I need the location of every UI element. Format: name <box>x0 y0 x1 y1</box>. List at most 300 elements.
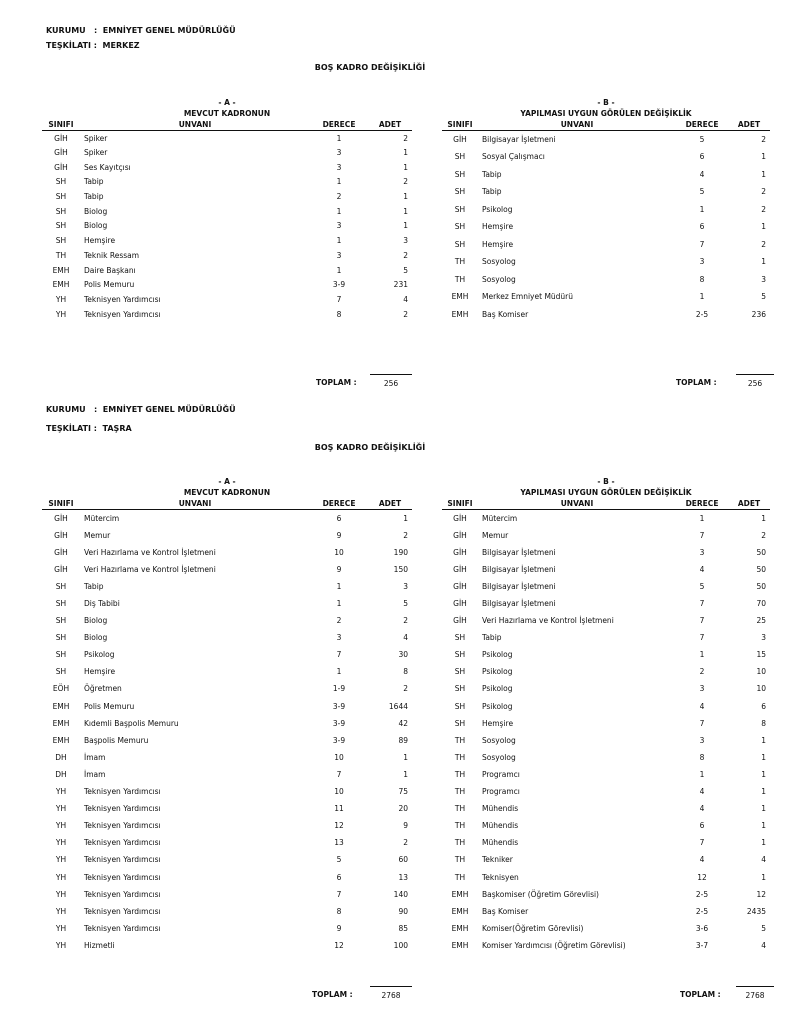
cell-sinifi: EMH <box>451 889 469 899</box>
cell-adet: 15 <box>756 650 766 660</box>
table-row <box>42 680 412 697</box>
table-row <box>442 868 770 885</box>
cell-adet: 5 <box>403 265 408 275</box>
cell-unvani: Teknik Ressam <box>84 250 140 260</box>
cell-sinifi: SH <box>454 633 466 643</box>
cell-adet: 70 <box>756 599 766 609</box>
cell-derece: 8 <box>699 274 705 284</box>
cell-derece: 11 <box>334 804 344 814</box>
cell-derece: 6 <box>336 872 342 882</box>
cell-adet: 12 <box>756 889 766 899</box>
table-row <box>42 544 412 561</box>
table-row <box>442 937 770 954</box>
cell-unvani: Teknisyen Yardımcısı <box>84 838 161 848</box>
cell-sinifi: GİH <box>54 513 68 523</box>
table-row <box>42 783 412 800</box>
cell-sinifi: YH <box>55 838 67 848</box>
cell-sinifi: YH <box>55 855 67 865</box>
col-sinifi: SINIFI <box>42 119 80 131</box>
table-row <box>42 868 412 885</box>
table-row <box>42 817 412 834</box>
cell-derece: 1 <box>336 265 342 275</box>
cell-adet: 85 <box>398 923 408 933</box>
cell-unvani: Programcı <box>482 787 520 797</box>
cell-adet: 2 <box>403 616 408 626</box>
col-sinifi: SINIFI <box>442 498 478 510</box>
table-row <box>442 236 770 254</box>
cell-derece: 3 <box>336 162 342 172</box>
cell-derece: 1 <box>336 206 342 216</box>
cell-sinifi: TH <box>454 752 466 762</box>
cell-adet: 4 <box>403 633 408 643</box>
kurum-line-tasra: KURUMU : EMNİYET GENEL MÜDÜRLÜĞÜ <box>46 405 236 414</box>
cell-unvani: Bilgisayar İşletmeni <box>482 547 556 557</box>
cell-unvani: Sosyolog <box>482 257 516 267</box>
cell-sinifi: TH <box>454 257 466 267</box>
table-row <box>42 937 412 954</box>
table-row <box>442 183 770 201</box>
cell-sinifi: SH <box>55 177 67 187</box>
cell-adet: 1 <box>761 735 766 745</box>
table-row <box>42 189 412 204</box>
cell-sinifi: YH <box>55 889 67 899</box>
table-row <box>42 175 412 190</box>
table-row <box>442 629 770 646</box>
cell-unvani: Teknisyen Yardımcısı <box>84 294 161 304</box>
cell-unvani: Teknisyen Yardımcısı <box>84 872 161 882</box>
cell-adet: 1 <box>761 787 766 797</box>
table-row <box>42 248 412 263</box>
cell-unvani: Teknisyen Yardımcısı <box>84 804 161 814</box>
cell-unvani: Spiker <box>84 133 108 143</box>
cell-sinifi: TH <box>454 735 466 745</box>
cell-unvani: Bilgisayar İşletmeni <box>482 581 556 591</box>
cell-derece: 3 <box>336 633 342 643</box>
cell-derece: 3-9 <box>332 735 346 745</box>
cell-unvani: Mütercim <box>482 513 518 523</box>
cell-unvani: Mühendis <box>482 804 519 814</box>
cell-derece: 4 <box>699 804 705 814</box>
cell-adet: 1644 <box>388 701 408 711</box>
cell-unvani: Hemşire <box>84 236 116 246</box>
cell-unvani: Biolog <box>84 633 108 643</box>
cell-derece: 6 <box>699 222 705 232</box>
cell-sinifi: YH <box>55 309 67 319</box>
cell-derece: 1 <box>336 177 342 187</box>
cell-derece: 5 <box>699 581 705 591</box>
cell-derece: 3-9 <box>332 280 346 290</box>
cell-unvani: Hemşire <box>482 222 514 232</box>
cell-derece: 1 <box>336 599 342 609</box>
table-row <box>442 166 770 184</box>
cell-sinifi: SH <box>454 169 466 179</box>
cell-unvani: Teknisyen Yardımcısı <box>84 309 161 319</box>
cell-derece: 6 <box>336 513 342 523</box>
cell-unvani: Komiser Yardımcısı (Öğretim Görevlisi) <box>482 940 626 950</box>
table-row <box>42 834 412 851</box>
cell-sinifi: SH <box>55 616 67 626</box>
cell-unvani: Daire Başkanı <box>84 265 136 275</box>
cell-derece: 2 <box>336 192 342 202</box>
cell-sinifi: GİH <box>453 513 467 523</box>
cell-unvani: Baş Komiser <box>482 906 529 916</box>
cell-derece: 1 <box>699 292 705 302</box>
cell-derece: 3 <box>336 221 342 231</box>
section-caption: MEVCUT KADRONUN <box>183 109 271 118</box>
teskilat-label: TEŞKİLATI <box>46 41 91 50</box>
table-row <box>442 817 770 834</box>
table-row <box>42 160 412 175</box>
cell-derece: 3 <box>699 684 705 694</box>
table-row <box>442 800 770 817</box>
section-letter: - B - <box>597 98 615 107</box>
table-row <box>442 288 770 306</box>
cell-adet: 1 <box>403 148 408 158</box>
cell-adet: 50 <box>756 547 766 557</box>
cell-derece: 7 <box>336 294 342 304</box>
table-row <box>42 732 412 749</box>
table-row <box>42 307 412 322</box>
cell-derece: 8 <box>336 906 342 916</box>
kurum-value: EMNİYET GENEL MÜDÜRLÜĞÜ <box>102 405 236 414</box>
kurum-label: KURUMU <box>46 26 86 35</box>
cell-sinifi: SH <box>454 667 466 677</box>
table-row <box>442 851 770 868</box>
cell-adet: 1 <box>761 821 766 831</box>
cell-sinifi: EMH <box>52 265 70 275</box>
table-row <box>442 749 770 766</box>
tasra-left-total-value: 2768 <box>370 986 412 1000</box>
cell-unvani: Teknisyen <box>482 872 519 882</box>
cell-adet: 5 <box>403 599 408 609</box>
cell-sinifi: SH <box>55 633 67 643</box>
cell-adet: 10 <box>756 684 766 694</box>
cell-adet: 2435 <box>746 906 766 916</box>
cell-unvani: Biolog <box>84 616 108 626</box>
table-row <box>42 629 412 646</box>
cell-unvani: Hemşire <box>482 239 514 249</box>
cell-adet: 150 <box>393 564 408 574</box>
table-row <box>42 886 412 903</box>
cell-sinifi: GİH <box>453 564 467 574</box>
table-row <box>442 663 770 680</box>
merkez-right-total-value: 256 <box>736 374 774 388</box>
tasra-right-total-value: 2768 <box>736 986 774 1000</box>
table-row <box>442 510 770 527</box>
cell-sinifi: DH <box>55 769 67 779</box>
table-row <box>442 271 770 289</box>
cell-adet: 231 <box>393 280 408 290</box>
cell-derece: 5 <box>336 855 342 865</box>
cell-unvani: İmam <box>84 769 106 779</box>
kurum-label: KURUMU <box>46 405 86 414</box>
cell-derece: 1 <box>336 581 342 591</box>
cell-unvani: Tekniker <box>482 855 513 865</box>
cell-adet: 1 <box>403 192 408 202</box>
cell-adet: 25 <box>756 616 766 626</box>
table-row <box>42 646 412 663</box>
cell-derece: 3-9 <box>332 701 346 711</box>
cell-sinifi: YH <box>55 787 67 797</box>
cell-unvani: Mütercim <box>84 513 120 523</box>
cell-unvani: Biolog <box>84 221 108 231</box>
table-row <box>42 292 412 307</box>
cell-sinifi: EMH <box>451 309 469 319</box>
cell-derece: 10 <box>334 547 344 557</box>
cell-derece: 6 <box>699 152 705 162</box>
cell-adet: 30 <box>398 650 408 660</box>
cell-unvani: Polis Memuru <box>84 280 135 290</box>
cell-adet: 4 <box>403 294 408 304</box>
cell-derece: 3-9 <box>332 718 346 728</box>
teskilat-line-merkez: TEŞKİLATI : MERKEZ <box>46 41 140 50</box>
cell-derece: 10 <box>334 787 344 797</box>
cell-adet: 1 <box>403 752 408 762</box>
table-row <box>442 218 770 236</box>
cell-sinifi: EMH <box>451 292 469 302</box>
cell-adet: 1 <box>761 752 766 762</box>
table-row <box>442 886 770 903</box>
cell-unvani: Mühendis <box>482 838 519 848</box>
table-row <box>442 680 770 697</box>
table-row <box>442 920 770 937</box>
cell-sinifi: TH <box>454 274 466 284</box>
tasra-left-table <box>42 498 412 954</box>
cell-adet: 2 <box>761 135 766 144</box>
cell-derece: 2-5 <box>695 889 709 899</box>
col-derece: DERECE <box>676 119 728 131</box>
cell-sinifi: TH <box>55 250 67 260</box>
cell-sinifi: TH <box>454 787 466 797</box>
merkez-right-table <box>442 119 770 323</box>
cell-sinifi: EMH <box>52 701 70 711</box>
tasra-right-section <box>442 476 770 954</box>
table-row <box>42 851 412 868</box>
cell-derece: 3-7 <box>695 940 709 950</box>
cell-sinifi: TH <box>454 804 466 814</box>
table-row <box>42 920 412 937</box>
cell-adet: 10 <box>756 667 766 677</box>
cell-derece: 1 <box>699 513 705 523</box>
cell-adet: 50 <box>756 581 766 591</box>
table-row <box>42 561 412 578</box>
teskilat-value: TAŞRA <box>102 424 132 433</box>
cell-sinifi: SH <box>454 239 466 249</box>
col-derece: DERECE <box>310 119 368 131</box>
cell-unvani: İmam <box>84 752 106 762</box>
cell-adet: 1 <box>403 162 408 172</box>
col-derece: DERECE <box>676 498 728 510</box>
cell-derece: 3 <box>699 547 705 557</box>
teskilat-label: TEŞKİLATI <box>46 424 91 433</box>
cell-sinifi: SH <box>55 650 67 660</box>
cell-sinifi: SH <box>454 701 466 711</box>
cell-adet: 3 <box>403 581 408 591</box>
cell-adet: 100 <box>393 940 408 950</box>
section-caption: MEVCUT KADRONUN <box>183 488 271 497</box>
merkez-left-section <box>42 97 412 321</box>
table-row <box>42 527 412 544</box>
kurum-line-merkez: KURUMU : EMNİYET GENEL MÜDÜRLÜĞÜ <box>46 26 236 35</box>
table-row <box>442 544 770 561</box>
cell-derece: 7 <box>699 530 705 540</box>
cell-sinifi: SH <box>55 221 67 231</box>
cell-sinifi: EMH <box>451 940 469 950</box>
cell-derece: 7 <box>699 718 705 728</box>
cell-unvani: Bilgisayar İşletmeni <box>482 599 556 609</box>
table-row <box>442 766 770 783</box>
cell-derece: 7 <box>699 239 705 249</box>
table-row <box>442 148 770 166</box>
cell-adet: 6 <box>761 701 766 711</box>
cell-derece: 7 <box>699 633 705 643</box>
cell-sinifi: SH <box>454 222 466 232</box>
table-row <box>442 131 770 149</box>
cell-adet: 140 <box>393 889 408 899</box>
cell-adet: 89 <box>398 735 408 745</box>
cell-adet: 2 <box>761 530 766 540</box>
table-row <box>42 277 412 292</box>
cell-sinifi: GİH <box>54 564 68 574</box>
table-row <box>442 253 770 271</box>
cell-unvani: Sosyolog <box>482 735 516 745</box>
cell-adet: 42 <box>398 718 408 728</box>
table-row <box>42 715 412 732</box>
cell-sinifi: GİH <box>453 616 467 626</box>
cell-derece: 7 <box>699 599 705 609</box>
cell-derece: 12 <box>334 821 344 831</box>
table-row <box>442 646 770 663</box>
cell-derece: 1 <box>336 133 342 143</box>
section-letter: - B - <box>597 477 615 486</box>
cell-unvani: Psikolog <box>482 650 513 660</box>
cell-derece: 9 <box>336 923 342 933</box>
cell-adet: 1 <box>761 169 766 179</box>
cell-sinifi: EMH <box>52 718 70 728</box>
table-row <box>442 698 770 715</box>
section-letter: - A - <box>218 477 236 486</box>
cell-derece: 4 <box>699 787 705 797</box>
merkez-left-table <box>42 119 412 321</box>
cell-unvani: Teknisyen Yardımcısı <box>84 787 161 797</box>
cell-adet: 1 <box>761 257 766 267</box>
cell-derece: 13 <box>334 838 344 848</box>
cell-unvani: Sosyal Çalışmacı <box>482 152 545 162</box>
cell-unvani: Teknisyen Yardımcısı <box>84 855 161 865</box>
cell-derece: 2-5 <box>695 309 709 319</box>
cell-unvani: Baş Komiser <box>482 309 529 319</box>
cell-sinifi: SH <box>55 206 67 216</box>
cell-unvani: Öğretmen <box>84 684 122 694</box>
cell-unvani: Polis Memuru <box>84 701 135 711</box>
cell-adet: 1 <box>403 769 408 779</box>
cell-sinifi: SH <box>55 236 67 246</box>
cell-adet: 1 <box>761 838 766 848</box>
cell-sinifi: YH <box>55 804 67 814</box>
table-row <box>42 612 412 629</box>
cell-derece: 9 <box>336 564 342 574</box>
cell-derece: 4 <box>699 701 705 711</box>
cell-sinifi: GİH <box>453 581 467 591</box>
table-row <box>442 834 770 851</box>
cell-unvani: Psikolog <box>482 667 513 677</box>
cell-unvani: Tabip <box>84 581 104 591</box>
cell-sinifi: YH <box>55 294 67 304</box>
cell-sinifi: SH <box>454 718 466 728</box>
cell-derece: 5 <box>699 187 705 197</box>
cell-sinifi: DH <box>55 752 67 762</box>
cell-adet: 2 <box>403 133 408 143</box>
merkez-right-total-label: TOPLAM : <box>676 378 717 387</box>
cell-unvani: Biolog <box>84 206 108 216</box>
merkez-title: BOŞ KADRO DEĞİŞİKLİĞİ <box>314 63 426 72</box>
cell-sinifi: GİH <box>54 162 68 172</box>
table-row <box>42 698 412 715</box>
tasra-right-total-label: TOPLAM : <box>680 990 721 999</box>
cell-unvani: Psikolog <box>84 650 115 660</box>
table-row <box>42 219 412 234</box>
cell-adet: 8 <box>403 667 408 677</box>
cell-unvani: Teknisyen Yardımcısı <box>84 906 161 916</box>
tasra-left-total-label: TOPLAM : <box>312 990 353 999</box>
cell-sinifi: SH <box>454 650 466 660</box>
cell-derece: 1 <box>699 650 705 660</box>
cell-unvani: Tabip <box>482 633 502 643</box>
cell-unvani: Memur <box>84 530 111 540</box>
tasra-left-section <box>42 476 412 954</box>
cell-adet: 8 <box>761 718 766 728</box>
cell-adet: 50 <box>756 564 766 574</box>
cell-sinifi: GİH <box>54 530 68 540</box>
cell-adet: 2 <box>403 309 408 319</box>
cell-unvani: Komiser(Öğretim Görevlisi) <box>482 923 584 933</box>
cell-adet: 3 <box>761 633 766 643</box>
cell-unvani: Veri Hazırlama ve Kontrol İşletmeni <box>84 564 216 574</box>
cell-unvani: Bilgisayar İşletmeni <box>482 564 556 574</box>
cell-adet: 60 <box>398 855 408 865</box>
cell-adet: 1 <box>761 513 766 523</box>
table-row <box>42 510 412 527</box>
cell-sinifi: TH <box>454 855 466 865</box>
table-row <box>442 612 770 629</box>
cell-adet: 1 <box>403 513 408 523</box>
cell-sinifi: TH <box>454 838 466 848</box>
cell-derece: 3 <box>336 250 342 260</box>
cell-derece: 7 <box>699 838 705 848</box>
cell-adet: 4 <box>761 855 766 865</box>
cell-derece: 1 <box>699 204 705 214</box>
cell-derece: 4 <box>699 169 705 179</box>
cell-derece: 3 <box>699 257 705 267</box>
table-row <box>442 715 770 732</box>
table-row <box>42 204 412 219</box>
table-row <box>442 595 770 612</box>
cell-unvani: Tabip <box>84 192 104 202</box>
cell-sinifi: EÖH <box>52 684 70 694</box>
cell-unvani: Hizmetli <box>84 940 115 950</box>
col-unvani: UNVANI <box>478 119 676 131</box>
cell-sinifi: SH <box>454 204 466 214</box>
cell-unvani: Veri Hazırlama ve Kontrol İşletmeni <box>84 547 216 557</box>
merkez-left-total-label: TOPLAM : <box>316 378 357 387</box>
cell-sinifi: EMH <box>451 923 469 933</box>
cell-unvani: Programcı <box>482 769 520 779</box>
tasra-title: BOŞ KADRO DEĞİŞİKLİĞİ <box>314 443 426 452</box>
cell-unvani: Mühendis <box>482 821 519 831</box>
table-row <box>442 201 770 219</box>
cell-unvani: Veri Hazırlama ve Kontrol İşletmeni <box>482 616 614 626</box>
cell-adet: 3 <box>761 274 766 284</box>
